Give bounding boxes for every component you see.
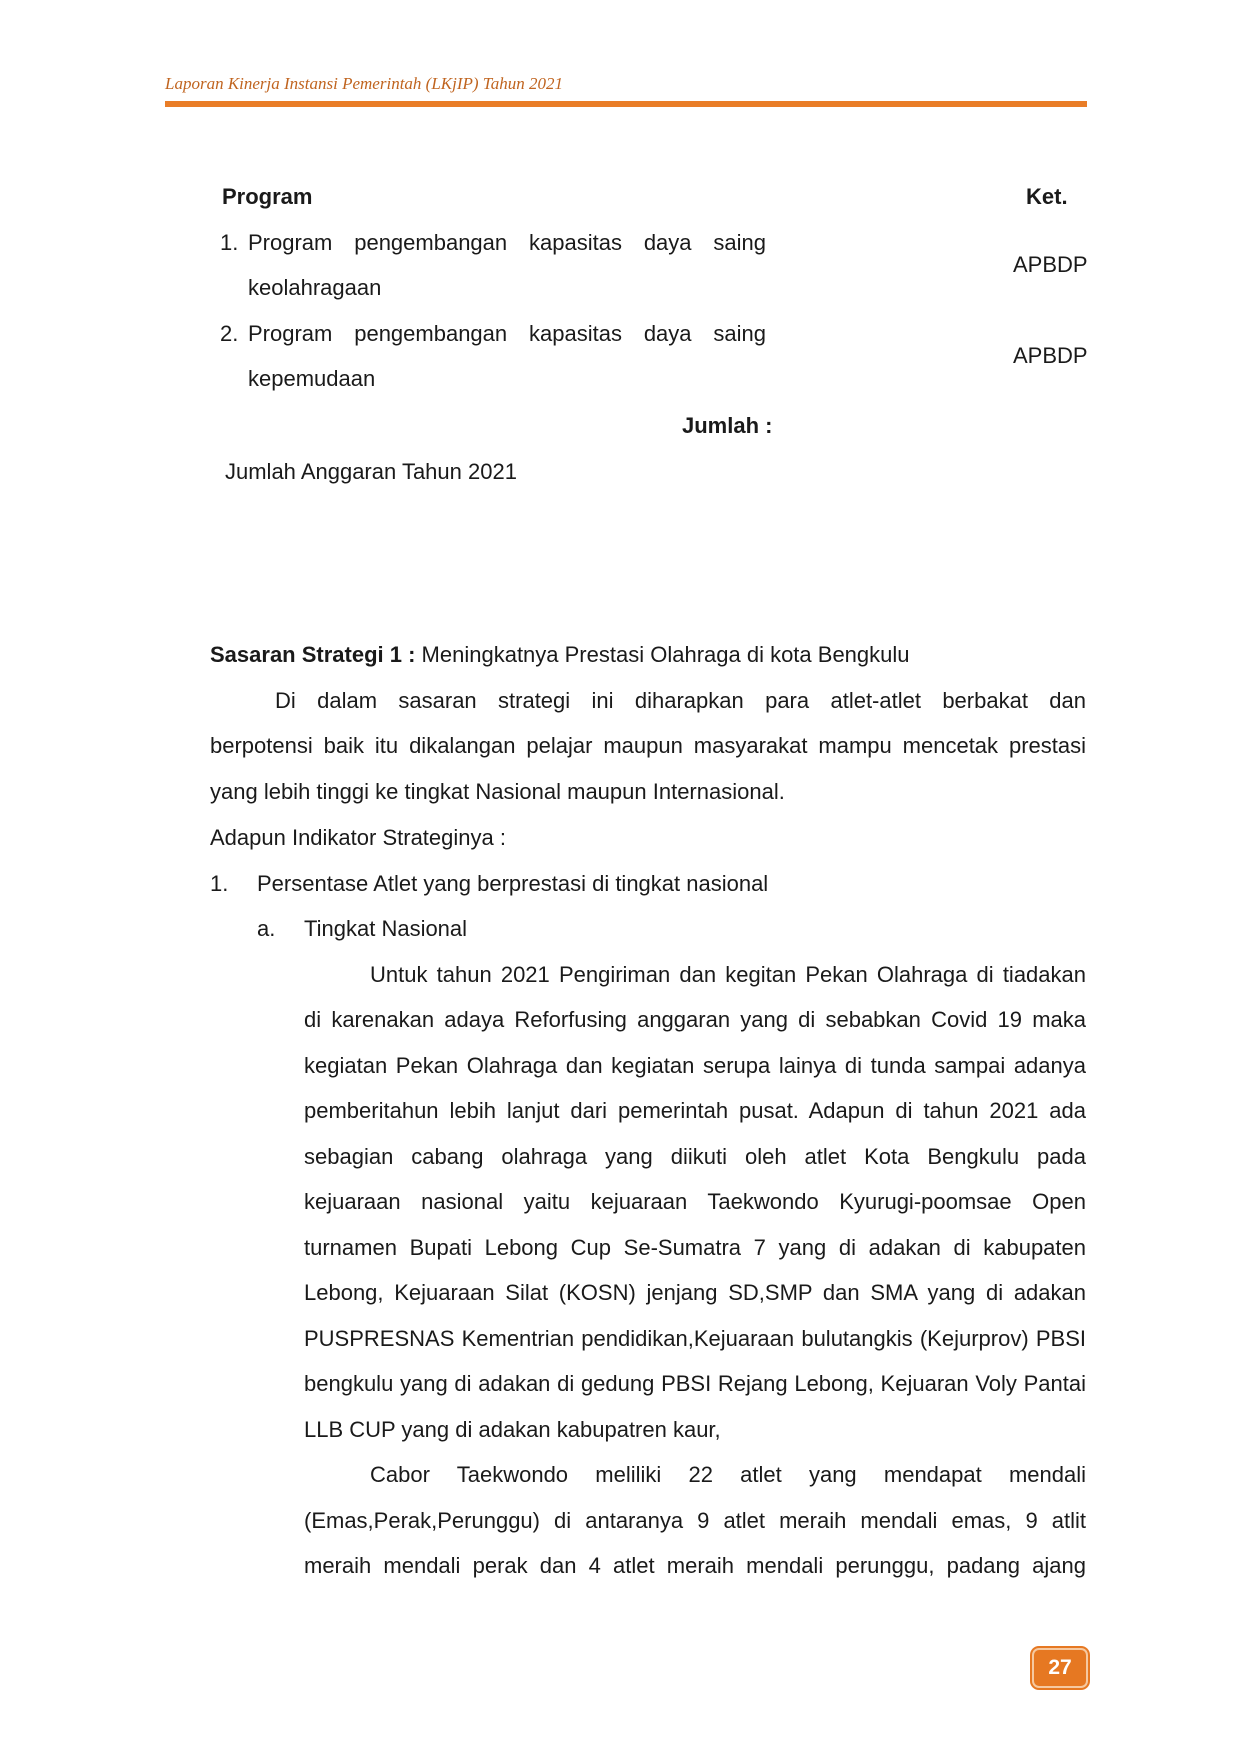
report-header-title: Laporan Kinerja Instansi Pemerintah (LKjIP) Tahun 2021 xyxy=(165,74,563,93)
intro-paragraph-line: yang lebih tinggi ke tingkat Nasional maupun Internasional. xyxy=(210,779,785,804)
program-row-ket: APBDP xyxy=(1013,252,1088,277)
section-heading-text: Meningkatnya Prestasi Olahraga di kota Bengkulu xyxy=(415,642,910,667)
intro-paragraph-line: Di dalam sasaran strategi ini diharapkan para atlet-atlet berbakat dan xyxy=(275,688,1086,713)
body-paragraph-line: (Emas,Perak,Perunggu) di antaranya 9 atlet meraih mendali emas, 9 atlit xyxy=(304,1508,1086,1533)
program-row-word: daya xyxy=(643,321,692,346)
program-row-word: saing xyxy=(713,321,766,346)
program-row-word: saing xyxy=(713,230,766,255)
program-row-line xyxy=(248,228,766,258)
program-row-ket: APBDP xyxy=(1013,343,1088,368)
indicator-number: 1. xyxy=(210,871,229,896)
program-row-word: Program xyxy=(248,321,333,346)
page-number-badge: 27 xyxy=(1032,1648,1088,1688)
anggaran-total-label: Jumlah Anggaran Tahun 2021 xyxy=(225,459,517,484)
program-row-line xyxy=(248,319,766,349)
header-divider xyxy=(165,101,1087,107)
section-heading-label: Sasaran Strategi 1 : xyxy=(210,642,416,667)
intro-paragraph-line: berpotensi baik itu dikalangan pelajar maupun masyarakat mampu mencetak prestasi xyxy=(210,733,1086,758)
body-paragraph-line: Untuk tahun 2021 Pengiriman dan kegitan Pekan Olahraga di tiadakan xyxy=(370,962,1086,987)
indicator-intro: Adapun Indikator Strateginya : xyxy=(210,825,506,850)
body-paragraph-line: meraih mendali perak dan 4 atlet meraih mendali perunggu, padang ajang xyxy=(304,1553,1086,1578)
body-paragraph-line: Cabor Taekwondo meliliki 22 atlet yang mendapat mendali xyxy=(370,1462,1086,1487)
program-row-word: pengembangan xyxy=(354,230,508,255)
body-paragraph-line: kegiatan Pekan Olahraga dan kegiatan serupa lainya di tunda sampai adanya xyxy=(304,1053,1086,1078)
sub-item-text: Tingkat Nasional xyxy=(304,916,468,941)
program-row-number: 2. xyxy=(220,321,239,346)
jumlah-label: Jumlah : xyxy=(682,413,773,438)
body-paragraph-line: pemberitahun lebih lanjut dari pemerintah pusat. Adapun di tahun 2021 ada xyxy=(304,1098,1086,1123)
program-row-continuation: kepemudaan xyxy=(248,366,376,391)
program-row-number: 1. xyxy=(220,230,239,255)
body-paragraph-line: LLB CUP yang di adakan kabupatren kaur, xyxy=(304,1417,721,1442)
program-column-header: Program xyxy=(222,184,313,209)
program-row-word: kapasitas xyxy=(529,321,622,346)
section-heading xyxy=(210,640,910,670)
program-row-word: Program xyxy=(248,230,333,255)
body-paragraph-line: kejuaraan nasional yaitu kejuaraan Taekwondo Kyurugi-poomsae Open xyxy=(304,1189,1086,1214)
indicator-text: Persentase Atlet yang berprestasi di tingkat nasional xyxy=(257,871,769,896)
ket-column-header: Ket. xyxy=(1026,184,1068,209)
body-paragraph-line: turnamen Bupati Lebong Cup Se-Sumatra 7 yang di adakan di kabupaten xyxy=(304,1235,1086,1260)
body-paragraph-line: bengkulu yang di adakan di gedung PBSI Rejang Lebong, Kejuaran Voly Pantai xyxy=(304,1371,1086,1396)
body-paragraph-line: di karenakan adaya Reforfusing anggaran yang di sebabkan Covid 19 maka xyxy=(304,1007,1086,1032)
program-row-word: daya xyxy=(643,230,692,255)
program-row-continuation: keolahragaan xyxy=(248,275,382,300)
body-paragraph-line: sebagian cabang olahraga yang diikuti oleh atlet Kota Bengkulu pada xyxy=(304,1144,1086,1169)
body-paragraph-line: Lebong, Kejuaraan Silat (KOSN) jenjang SD,SMP dan SMA yang di adakan xyxy=(304,1280,1086,1305)
body-paragraph-line: PUSPRESNAS Kementrian pendidikan,Kejuaraan bulutangkis (Kejurprov) PBSI xyxy=(304,1326,1086,1351)
program-row-word: kapasitas xyxy=(529,230,622,255)
program-row-word: pengembangan xyxy=(354,321,508,346)
sub-item-letter: a. xyxy=(257,916,276,941)
